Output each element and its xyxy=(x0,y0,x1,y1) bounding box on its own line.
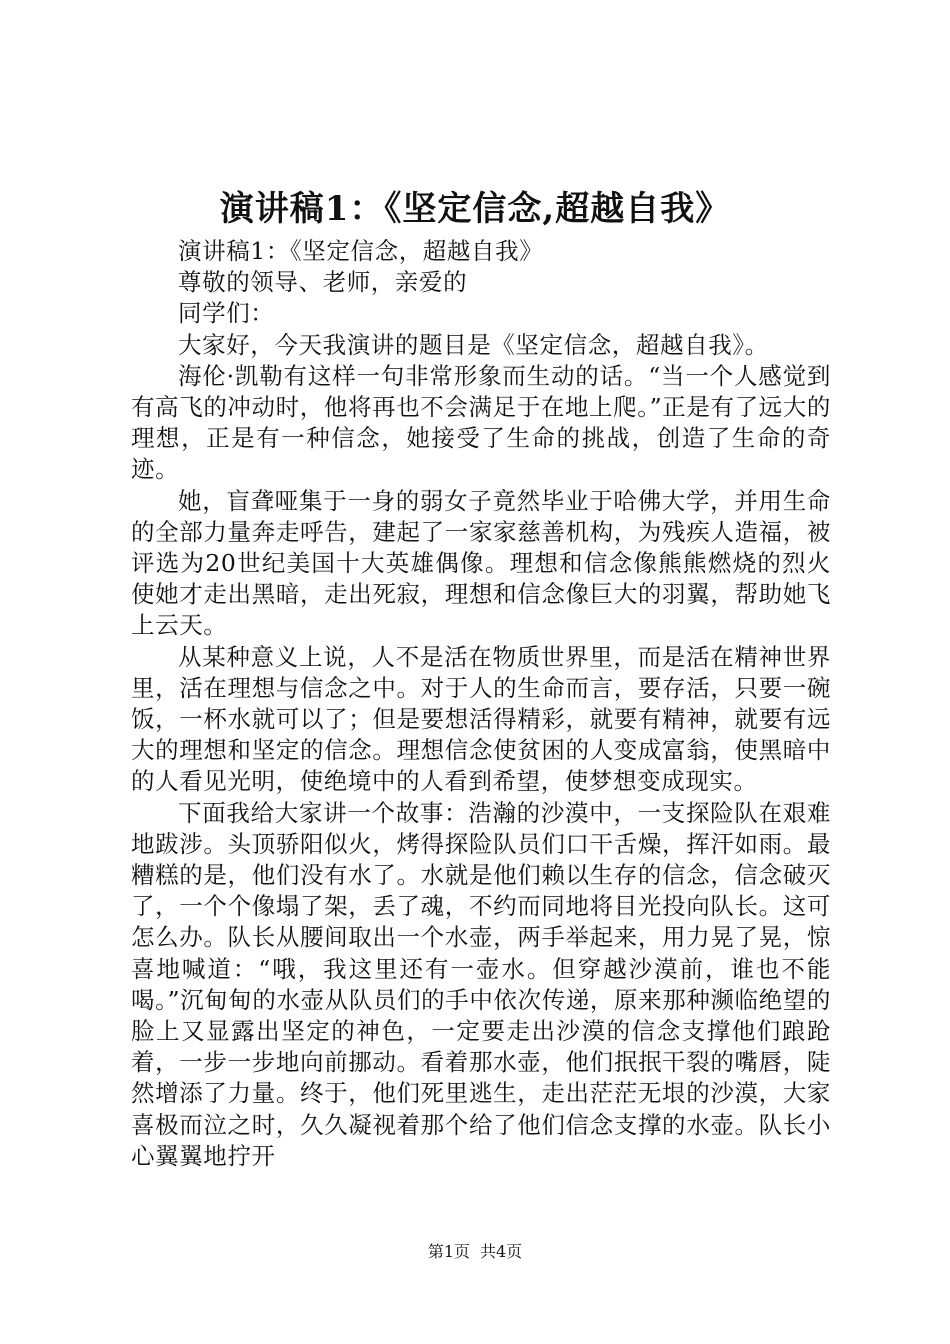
document-body xyxy=(131,236,831,1172)
paragraph-salutation-cont: 同学们： xyxy=(178,299,275,328)
page-number: 第1页 xyxy=(427,1242,470,1261)
paragraph-greeting: 大家好，今天我演讲的题目是《坚定信念，超越自我》。 xyxy=(178,330,769,359)
paragraph-helen-keller-story: 她，盲聋哑集于一身的弱女子竟然毕业于哈佛大学，并用生命的全部力量奔走呼告，建起了一家家慈善机构，为残疾人造福，被评选为20世纪美国十大英雄偶像。理想和信念像熊熊燃烧的烈火使她才走出黑暗，走出死寂，理想和信念像巨大的羽翼，帮助她飞上云天。 xyxy=(131,486,831,640)
paragraph-heading: 演讲稿1：《坚定信念，超越自我》 xyxy=(178,237,544,265)
page-total: 共4页 xyxy=(480,1242,523,1261)
paragraph-spiritual-world: 从某种意义上说，人不是活在物质世界里，而是活在精神世界里，活在理想与信念之中。对于人的生命而言，要存活，只要一碗饭，一杯水就可以了；但是要想活得精彩，就要有精神，就要有远大的理想和坚定的信念。理想信念使贫困的人变成富翁，使黑暗中的人看见光明，使绝境中的人看到希望，使梦想变成现实。 xyxy=(131,642,831,796)
paragraph-helen-keller-quote: 海伦·凯勒有这样一句非常形象而生动的话。“当一个人感觉到有高飞的冲动时，他将再也不会满足于在地上爬。”正是有了远大的理想，正是有一种信念，她接受了生命的挑战，创造了生命的奇迹。 xyxy=(131,361,831,484)
paragraph-salutation: 尊敬的领导、老师，亲爱的 xyxy=(178,268,468,297)
paragraph-desert-story: 下面我给大家讲一个故事：浩瀚的沙漠中，一支探险队在艰难地跋涉。头顶骄阳似火，烤得探险队员们口干舌燥，挥汗如雨。最糟糕的是，他们没有水了。水就是他们赖以生存的信念，信念破灭了，一个个像塌了架，丢了魂，不约而同地将目光投向队长。这可怎么办。队长从腰间取出一个水壶，两手举起来，用力晃了晃，惊喜地喊道：“哦，我这里还有一壶水。但穿越沙漠前，谁也不能喝。”沉甸甸的水壶从队员们的手中依次传递，原来那种濒临绝望的脸上又显露出坚定的神色，一定要走出沙漠的信念支撑他们踉跄着，一步一步地向前挪动。看着那水壶，他们抿抿干裂的嘴唇，陡然增添了力量。终于，他们死里逃生，走出茫茫无垠的沙漠，大家喜极而泣之时，久久凝视着那个给了他们信念支撑的水壶。队长小心翼翼地拧开 xyxy=(131,798,831,1170)
document-title: 演讲稿1：《坚定信念,超越自我》 xyxy=(219,189,731,229)
page-footer xyxy=(0,1241,950,1263)
